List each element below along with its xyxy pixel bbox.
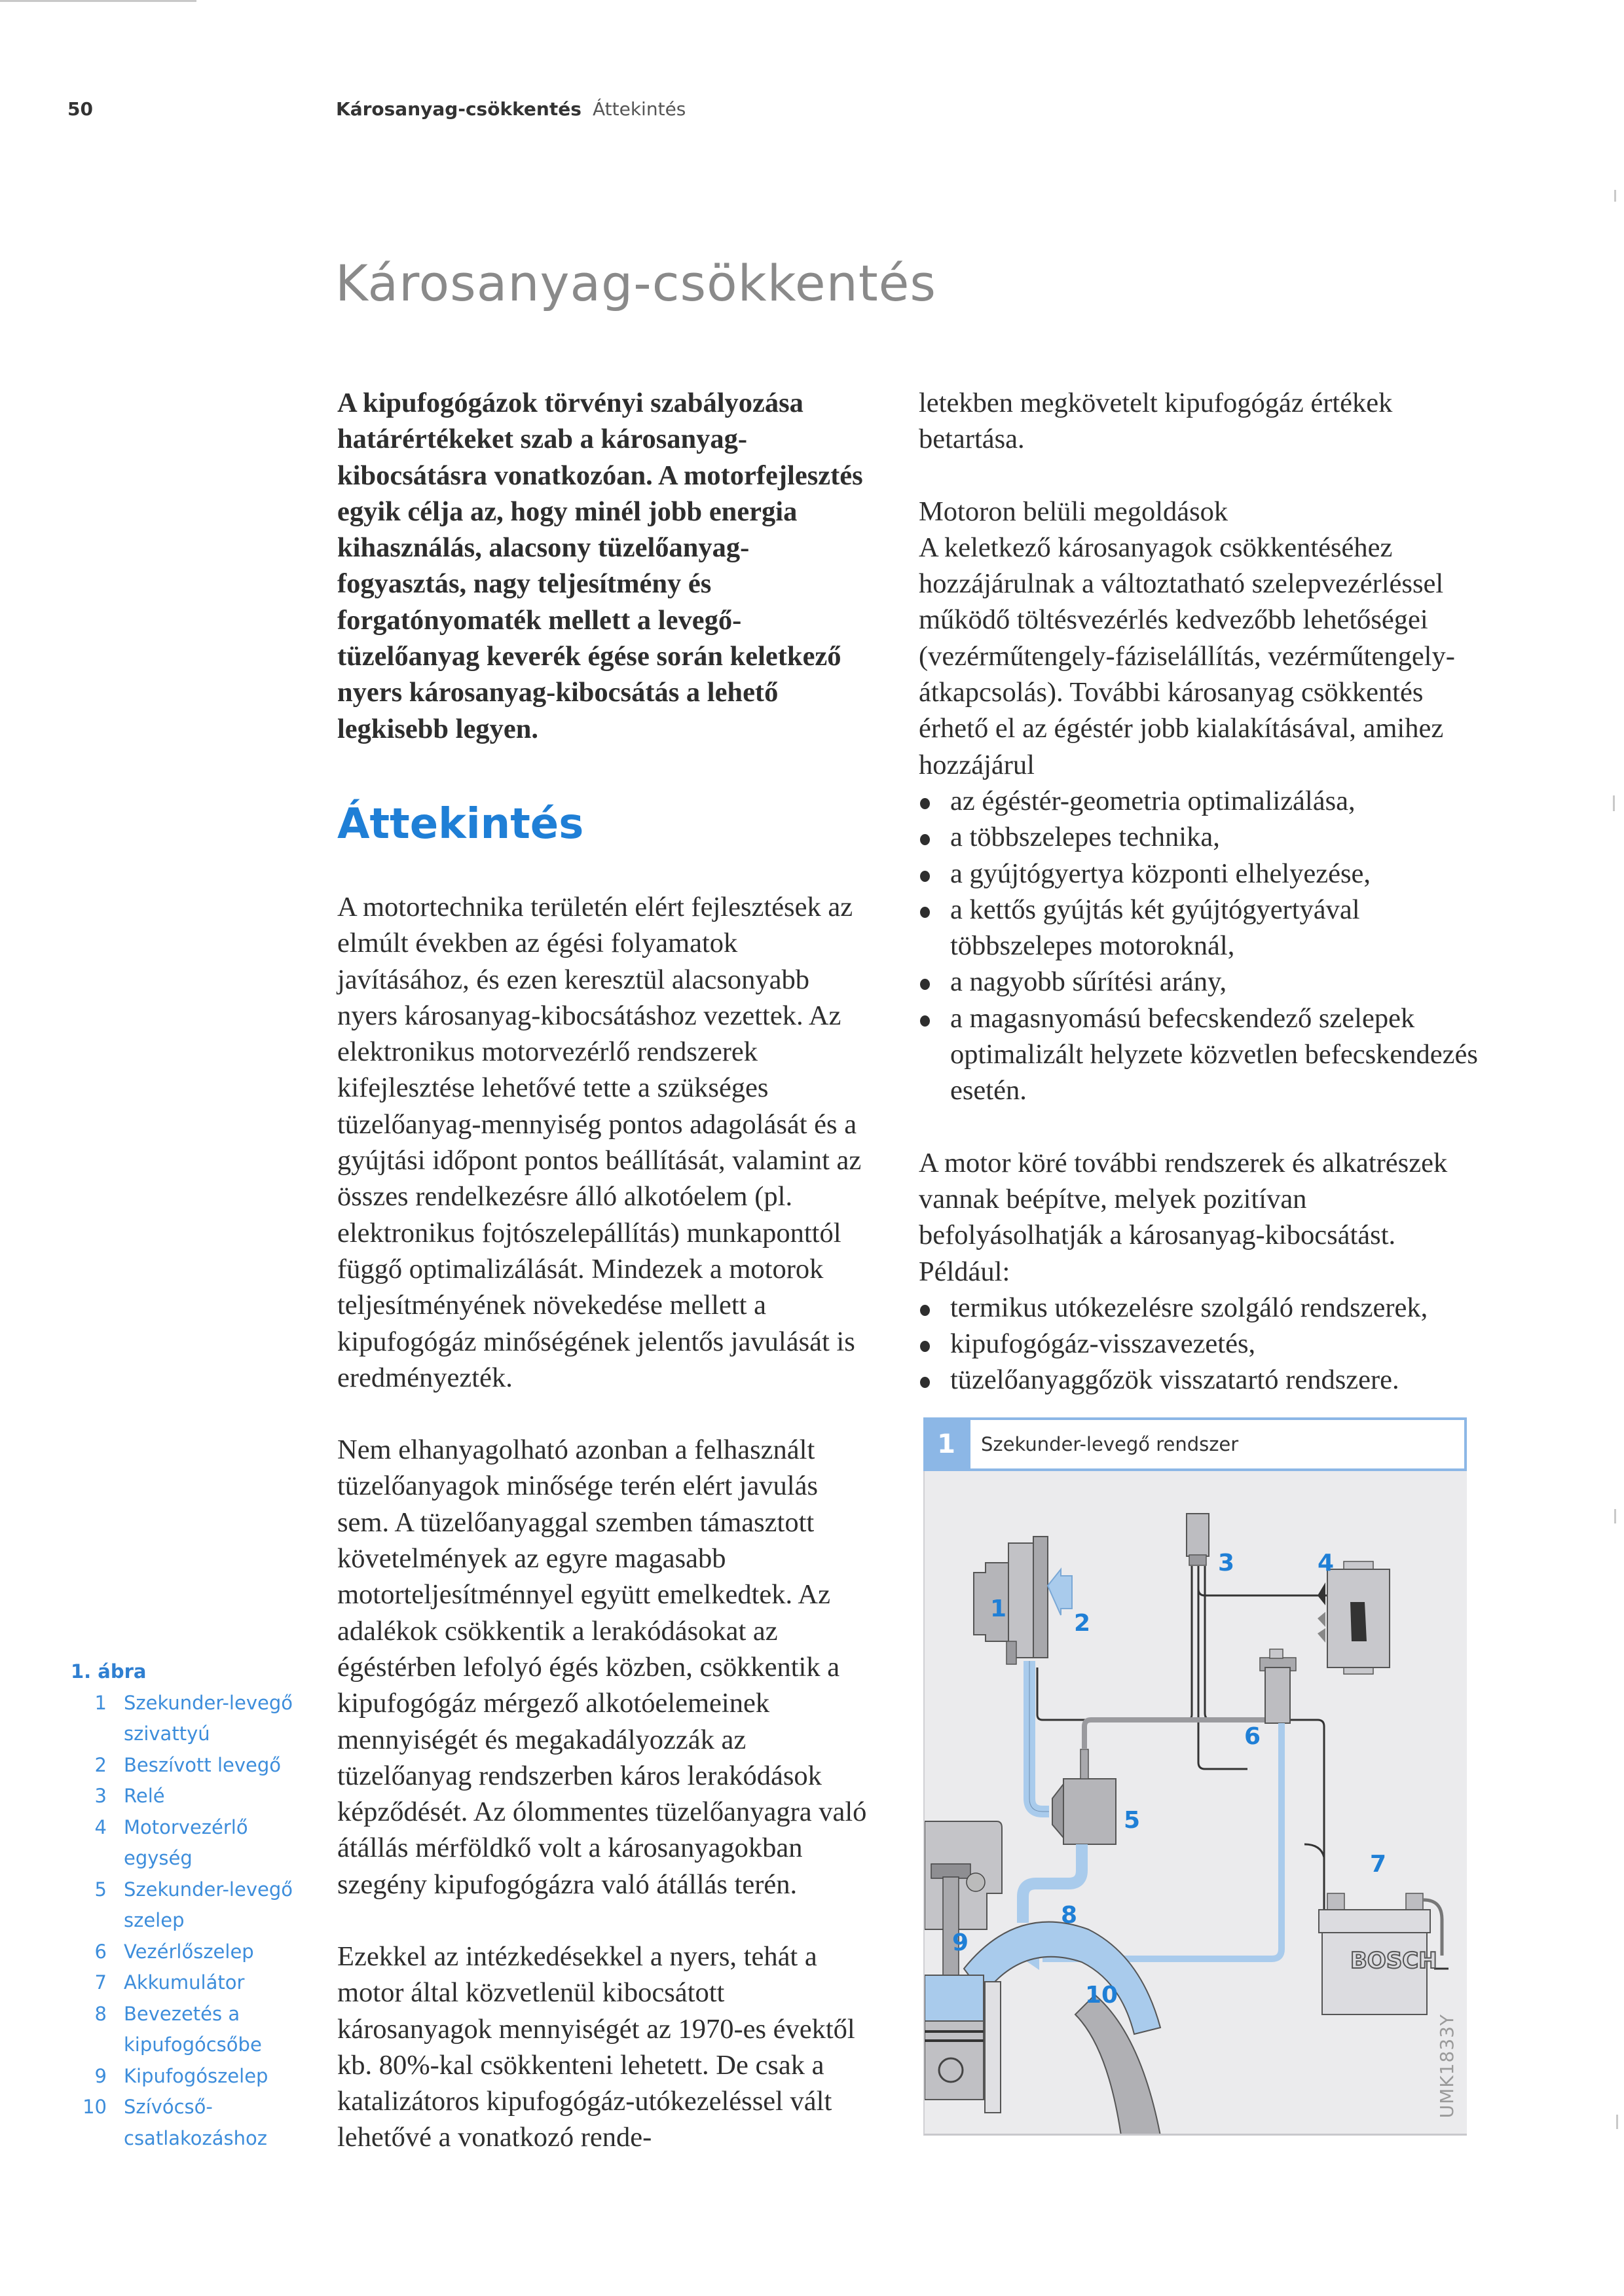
control-valve-icon: [1260, 1649, 1296, 1723]
callout-9: 9: [952, 1929, 969, 1956]
legend-number: 2: [94, 1753, 107, 1776]
figure-code: UMK1833Y: [1436, 2013, 1458, 2118]
legend-text: Szekunder-levegő szivattyú: [124, 1691, 293, 1745]
legend-item: [71, 2061, 293, 2092]
callout-7: 7: [1370, 1851, 1387, 1878]
callout-2: 2: [1074, 1610, 1091, 1637]
list-item: a nagyobb sűrítési arány,: [919, 964, 1482, 1000]
callout-1: 1: [990, 1595, 1007, 1622]
legend-item: [71, 1781, 293, 1812]
legend-number: 6: [94, 1940, 107, 1963]
list-item: az égéstér-geometria optimalizálása,: [919, 783, 1482, 819]
scan-mark: [1616, 2115, 1618, 2129]
list-item: a többszelepes technika,: [919, 819, 1482, 855]
legend-number: 10: [83, 2096, 107, 2118]
callout-5: 5: [1124, 1807, 1141, 1834]
running-head: [0, 98, 1624, 124]
legend-number: 1: [94, 1691, 107, 1714]
legend-item: [71, 1999, 293, 2061]
legend-item: [71, 1874, 293, 1937]
legend-text: Szekunder-levegő szelep: [124, 1878, 293, 1931]
secondary-air-valve-icon: [1052, 1749, 1116, 1844]
relay-connector: [1189, 1555, 1206, 1565]
legend-item: [71, 2092, 293, 2154]
page-number: 50: [67, 98, 93, 120]
exhaust-valve-area: [925, 1975, 984, 2021]
running-head-chapter: Károsanyag-csökkentés: [336, 98, 581, 120]
body-paragraph: Ezekkel az intézkedésekkel a nyers, tehát a motor által közvetlenül kibocsátott károsanyagok mennyiségét az 1970-es évektől kb. 80%-kal csökkenteni lehetett. De csak a katalizátoros kipufogógáz-utókezeléssel vált lehetővé a vonatkozó rende-: [337, 1941, 855, 2153]
list-item: kipufogógáz-visszavezetés,: [919, 1326, 1482, 1362]
list-item: tüzelőanyaggőzök visszatartó rendszere.: [919, 1362, 1482, 1398]
list-item: a gyújtógyertya központi elhelyezése,: [919, 856, 1482, 892]
scan-mark: [0, 0, 196, 2]
battery-brand-label: BOSCH: [1350, 1948, 1437, 1974]
legend-text: Relé: [124, 1785, 165, 1807]
legend-text: Szívócső-csatlakozáshoz: [124, 2096, 267, 2149]
legend-item: [71, 1812, 293, 1874]
body-paragraph: Nem elhanyagolható azonban a felhasznált tüzelőanyagok minősége terén elért javulás sem. A tüzelőanyaggal szemben támasztott követelmények az egyre magasabb motorteljesítménnyel együtt emelkedtek. Az adalékok csökkentik a lerakódásokat az égéstérben lefolyó égés közben, csökkentik a kipufogógáz mérgező alkotóelemeinek mennyiségét és megakadályozzák az tüzelőanyag rendszerben káros lerakódások képződését. Az ólommentes tüzelőanyagra való átállás mérföldkő volt a károsanyagokban szegény kipufogógázra való átállás terén.: [337, 1434, 867, 1900]
ecu-icon: [1318, 1561, 1390, 1674]
intake-air-arrow: [1048, 1569, 1072, 1615]
callout-6: 6: [1244, 1723, 1261, 1750]
scan-mark: [1614, 1509, 1616, 1523]
secondary-air-pipe: [1029, 1661, 1049, 1812]
legend-text: Motorvezérlő egység: [124, 1815, 248, 1869]
legend-text: Kipufogószelep: [124, 2064, 268, 2087]
wire-relay-battery: [1205, 1566, 1324, 1969]
legend-number: 8: [94, 2002, 107, 2025]
body-paragraph: A motortechnika területén elért fejlesztések az elmúlt években az égési folyamatok javításához, és ezen keresztül alacsonyabb nyers károsanyag-kibocsátáshoz vezettek. Az elektronikus motorvezérlő rendszerek kifejlesztése lehetővé tette a szükséges tüzelőanyag-mennyiség pontos adagolását és a gyújtási időpont pontos beállítását, valamint az összes rendelkezésre álló alkotóelem (pl. elektronikus fojtószelepállítás) munkaponttól függő optimalizálását. Mindezek a motorok teljesítményének növekedése mellett a kipufogógáz minőségének jelentős javulását is eredményezték.: [337, 891, 862, 1393]
legend-text: Bevezetés a kipufogócsőbe: [124, 2002, 262, 2056]
legend-item: [71, 1750, 293, 1781]
legend-number: 7: [94, 1971, 107, 1994]
list-item: a kettős gyújtás két gyújtógyertyával többszelepes motoroknál,: [919, 892, 1482, 964]
callout-10: 10: [1085, 1982, 1118, 2009]
legend-number: 3: [94, 1785, 107, 1807]
figure-title: Szekunder-levegő rendszer: [970, 1420, 1464, 1468]
scan-mark: [1613, 795, 1615, 811]
legend-item: [71, 1937, 293, 1968]
chapter-title: Károsanyag-csökkentés: [335, 254, 936, 312]
left-column: [337, 385, 874, 2192]
list-item: termikus utókezelésre szolgáló rendszerek,: [919, 1290, 1482, 1326]
figure-legend-title: 1. ábra: [71, 1660, 147, 1683]
legend-number: 5: [94, 1878, 107, 1901]
subheading: Motoron belüli megoldások: [919, 496, 1228, 527]
body-paragraph: A keletkező károsanyagok csökkentéséhez hozzájárulnak a változtatható szelepvezérléssel működő töltésvezérlés kedvezőbb lehetőségei (vezérműtengely-fáziselállítás, vezérműtengely-átkapcsolás). További károsanyag csökkentés érhető el az égéstér jobb kialakításával, amihez hozzájárul: [919, 532, 1455, 780]
bullet-list: [919, 783, 1482, 1109]
legend-text: Vezérlőszelep: [124, 1940, 254, 1963]
figure-number: 1: [937, 1429, 955, 1459]
right-column: [919, 385, 1482, 1398]
legend-text: Akkumulátor: [124, 1971, 245, 1994]
body-paragraph: A motor köré további rendszerek és alkatrészek vannak beépítve, melyek pozitívan befolyásolhatják a károsanyag-kibocsátást. Például:: [919, 1147, 1448, 1287]
callout-8: 8: [1061, 1902, 1078, 1929]
legend-text: Beszívott levegő: [124, 1753, 282, 1776]
section-heading: Áttekintés: [337, 799, 584, 848]
bullet-list: [919, 1290, 1482, 1398]
secondary-air-diagram: [925, 1471, 1467, 2136]
continued-paragraph: letekben megkövetelt kipufogógáz értékek betartása.: [919, 388, 1393, 455]
list-item: a magasnyomású befecskendező szelepek optimalizált helyzete közvetlen befecskendezés esetén.: [919, 1000, 1482, 1109]
legend-item: [71, 1967, 293, 1999]
figure-illustration: [923, 1471, 1467, 2136]
lead-paragraph: A kipufogógázok törvényi szabályozása határértékeket szab a károsanyag-kibocsátásra vonatkozóan. A motorfejlesztés egyik célja az, hogy minél jobb energia kihasználás, alacsony tüzelőanyag-fogyasztás, nagy teljesítmény és forgatónyomaték mellett a levegő-tüzelőanyag keverék égése során keletkező nyers károsanyag-kibocsátás a lehető legkisebb legyen.: [337, 388, 863, 744]
relay-icon: [1187, 1514, 1209, 1556]
figure-header: [923, 1417, 1467, 1471]
running-head-section: Áttekintés: [593, 98, 686, 120]
legend-number: 4: [94, 1815, 107, 1838]
legend-item: [71, 1688, 293, 1750]
callout-3: 3: [1218, 1550, 1235, 1576]
legend-number: 9: [94, 2064, 107, 2087]
figure-secondary-air-system: [923, 1417, 1467, 2138]
figure-legend: [71, 1656, 293, 2154]
scan-mark: [1614, 190, 1616, 202]
callout-4: 4: [1318, 1550, 1335, 1576]
air-pump-icon: [974, 1537, 1048, 1664]
